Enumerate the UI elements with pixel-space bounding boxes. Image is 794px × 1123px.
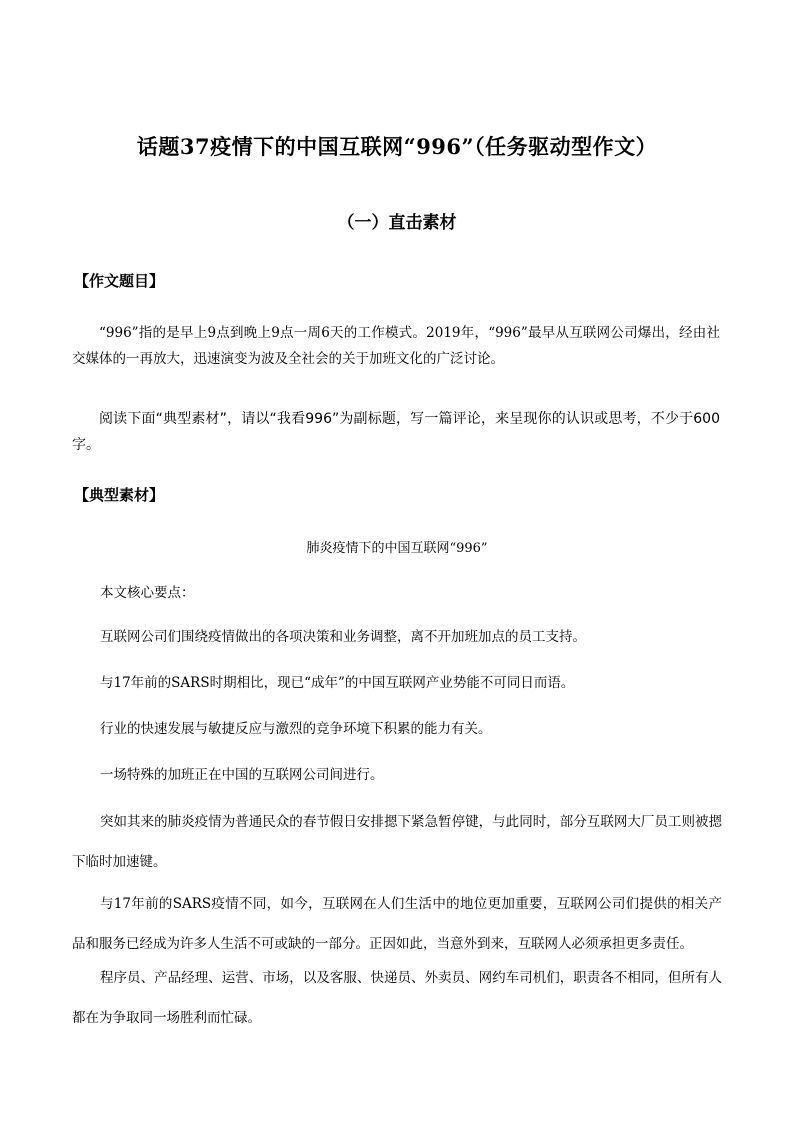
- core-point: 互联网公司们围绕疫情做出的各项决策和业务调整，离不开加班加点的员工支持。: [100, 629, 586, 645]
- core-points-label: 本文核心要点：: [100, 585, 195, 601]
- section-subtitle: （一）直击素材: [337, 213, 457, 233]
- core-point: 一场特殊的加班正在中国的互联网公司间进行。: [100, 767, 384, 783]
- core-point: 行业的快速发展与敏捷反应与激烈的竞争环境下积累的能力有关。: [100, 721, 492, 737]
- body-paragraph-2: 与17年前的SARS疫情不同，如今，互联网在人们生活中的地位更加重要，互联网公司们提供的相关产品和服务已经成为许多人生活不可或缺的一部分。正因如此，当意外到来，互联网人必须承担更多责任。: [72, 896, 722, 952]
- document-title: 话题37疫情下的中国互联网“996”（任务驱动型作文）: [136, 134, 658, 159]
- core-point: 与17年前的SARS时期相比，现已“成年”的中国互联网产业势能不可同日而语。: [100, 675, 575, 691]
- prompt-paragraph-1: “996”指的是早上9点到晚上9点一周6天的工作模式。2019年，“996”最早从互联网公司爆出，经由社交媒体的一再放大，迅速演变为波及全社会的关于加班文化的广泛讨论。: [72, 325, 720, 367]
- prompt-paragraph-2: 阅读下面“典型素材”，请以“我看996”为副标题，写一篇评论，来呈现你的认识或思考，不少于600字。: [72, 411, 720, 453]
- material-heading: 【典型素材】: [74, 486, 165, 504]
- body-paragraph-3: 程序员、产品经理、运营、市场，以及客服、快递员、外卖员、网约车司机们，职责各不相同，但所有人都在为争取同一场胜利而忙碌。: [72, 970, 722, 1026]
- article-title: 肺炎疫情下的中国互联网“996”: [306, 541, 488, 556]
- body-paragraph-1: 突如其来的肺炎疫情为普通民众的春节假日安排摁下紧急暂停键，与此同时，部分互联网大厂员工则被摁下临时加速键。: [72, 814, 722, 870]
- prompt-heading: 【作文题目】: [74, 272, 165, 290]
